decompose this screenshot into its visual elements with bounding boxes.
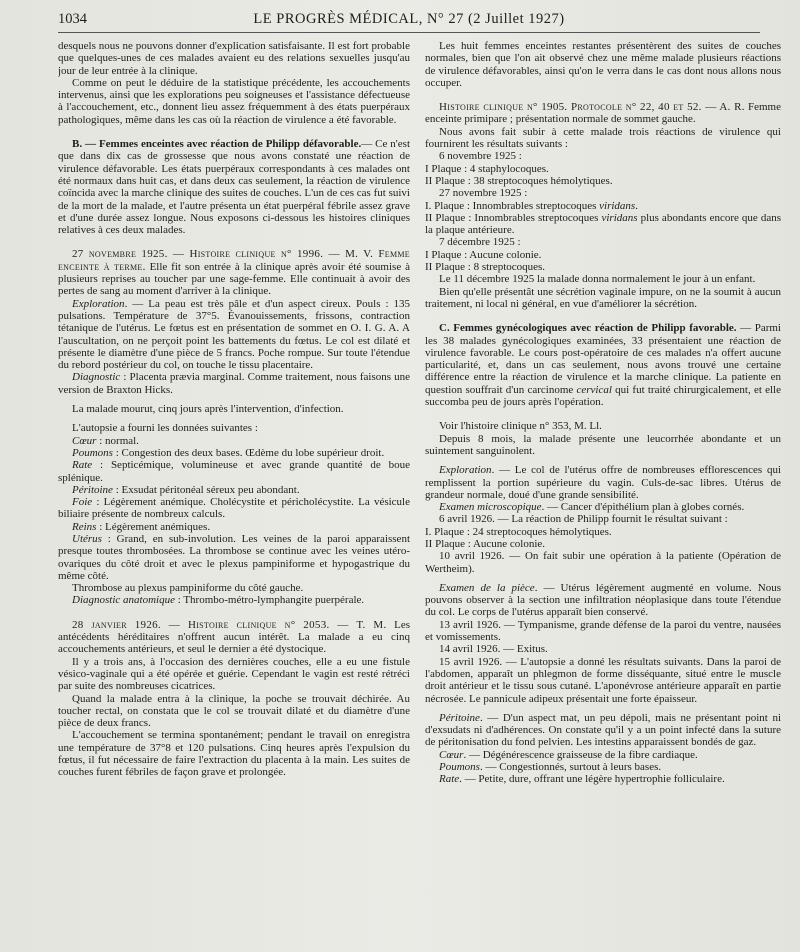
case-2053 [58,619,410,656]
autopsy-label: Péritoine [439,711,480,724]
autopsy-item [425,712,781,749]
paragraph: L'accouchement se termina spontanément; pendant le travail on enregistra une température de 37°8 et 120 pulsations. Cinq heures après l'expulsion du fœtus, il fut nécessaire de faire l'extraction du placenta à la main. Les suites de couches furent fébriles de façon grave et prolongée. [58,729,410,779]
case-text: Les antécédents héréditaires n'offrent aucun intérêt. La malade a eu cinq accouchements antérieurs, et seul le dernier a été dystocique. [58,618,410,656]
plate-line: II Plaque : 8 streptocoques. [425,261,546,274]
autopsy-item [425,761,781,773]
date-line: 27 novembre 1925 : [439,187,528,200]
section-c-title: C. Femmes gynécologiques avec réaction de Philipp favorable. [439,322,737,335]
paragraph: Les huit femmes enceintes restantes présentèrent des suites de couches normales, bien que l'on ait observé chez une même malade plusieurs réactions de virulence défavorables, ainsi qu'on le verra dans le cas dont nous allons nous occuper. [425,40,781,89]
autopsy-text: : normal. [96,434,139,447]
autopsy-label: Cœur [72,434,97,447]
date-line: 6 novembre 1925 : [439,150,522,163]
paragraph: La malade mourut, cinq jours après l'intervention, d'infection. [72,403,344,416]
section-b-title: B. — Femmes enceintes avec réaction de Philipp défavorable. [72,138,362,151]
examen-text: . — Cancer d'épithélium plan à globes cornés. [541,501,745,514]
autopsy-item [425,749,781,761]
paragraph: 6 avril 1926. — La réaction de Philipp fournit le résultat suivant : [439,513,728,526]
autopsy-label: Utérus [72,532,102,545]
case-text: Femme enceinte primipare ; présentation normale de sommet gauche. [425,101,781,126]
plate-line: I Plaque : Aucune colonie. [425,248,542,261]
autopsy-text: . — D'un aspect mat, un peu dépoli, mais ne présentant point ni d'exsudats ni d'adhérences. On constate qu'il y a un point infecté dans la suture de péritonisation du fond pelvien. Les intestins apparaissent bondés de gaz. [425,711,781,749]
autopsy-item [58,594,410,606]
exploration-text: . — La peau est très pâle et d'un aspect cireux. Pouls : 135 pulsations. Température de 37°5. Évanouissements, frissons, contraction tétanique de l'utérus. Le fœtus est en présentation de sommet en O. I. G. A. A l'auscultation, on ne perçoit point les battements du fœtus. Le col est dilaté et présente le diamètre d'une pièce de 5 francs. Poche rompue. Sur toute l'étendue du rebord postérieur du col, on touche le tissu placentaire. [58,297,410,372]
examen-label: Examen microscopique [439,501,542,514]
paragraph: Thrombose au plexus pampiniforme du côté gauche. [72,582,304,595]
exploration-text: . — Le col de l'utérus offre de nombreuses efflorescences qui remplissent la portion supérieure du vagin. Culs-de-sac libres. Utérus de grandeur normale, doué d'une grande sensibilité. [425,464,781,501]
case-1997 [58,248,410,297]
paragraph: 14 avril 1926. — Exitus. [439,643,548,656]
plate-line: II Plaque : 38 streptocoques hémolytiques. [425,174,613,187]
autopsy-label: Rate [72,459,93,472]
paragraph: Depuis 8 mois, la malade présente une leucorrhée abondante et un suintement sanguinolent. [425,432,781,457]
autopsy-item [58,459,410,484]
exploration-paragraph [425,464,781,501]
paragraph: Nous avons fait subir à cette malade trois réactions de virulence qui fournirent les résultats suivants : [425,125,781,151]
autopsy-text: : Légèrement anémiques. [96,520,211,533]
paragraph: 13 avril 1926. — Tympanisme, grande défense de la paroi du ventre, nausées et vomissements. [425,618,781,644]
autopsy-text: . — Petite, dure, offrant une légère hypertrophie folliculaire. [459,773,725,786]
autopsy-text: : Légèrement anémique. Cholécystite et péricholécystite. La vésicule biliaire présente de nombreux calculs. [58,496,410,521]
plate-text: II Plaque : Innombrables streptocoques [425,211,602,224]
autopsy-text: : Thrombo-métro-lymphangite puerpérale. [174,594,365,607]
date-line: 7 décembre 1925 : [439,236,521,249]
autopsy-text: : Grand, en sub-involution. Les veines de la paroi apparaissent presque toutes thrombosées. La thrombose se continue avec les veines utéro-ovariques du côté droit et avec le plexus pampiniforme et hypogastrique du même côté. [58,532,410,582]
paragraph: Le 11 décembre 1925 la malade donna normalement le jour à un enfant. [439,273,756,286]
case-text: Elle fit son entrée à la clinique après avoir été soumise à plusieurs reprises au toucher par une sage-femme. Elle continuait à avoir des pertes de sang au moment d'arriver à la clinique. [58,260,410,298]
examen-piece-label: Examen de la pièce [439,581,535,594]
autopsy-text: : Exsudat péritonéal séreux peu abondant. [112,483,300,496]
diagnostic-text: : Placenta prævia marginal. Comme traitement, nous faisons une version de Braxton Hicks. [58,371,410,396]
case-header: Histoire clinique n° 1905. Protocole n° 22, 40 et 52. — A. R. [439,101,745,114]
paragraph: Voir l'histoire clinique n° 353, M. Ll. [439,420,602,433]
paragraph: L'autopsie a fourni les données suivantes : [72,422,258,435]
diagnostic-label: Diagnostic [72,371,121,384]
examen-piece-text: . — Utérus légèrement augmenté en volume. Nous pouvons observer à la section une infiltration néoplasique dans toute l'étendue du col. Le corps de l'utérus apparaît bien conservé. [425,581,781,619]
autopsy-text: . — Congestionnés, surtout à leurs bases. [479,761,662,774]
page-header [58,8,760,33]
autopsy-item [58,484,410,496]
section-b-text: — Ce n'est que dans dix cas de grossesse que nous avons constaté une réaction de virulence défavorable. Les états puerpéraux correspondants à ces malades ont été normaux dans huit cas, et dans deux cas seulement, la réaction de virulence coïncida avec la marche clinique des suites de couches. L'un de ces cas fut suivi de la mort de la malade, et l'autre présenta un état puerpéral fébrile assez grave et d'une durée assez longue. Nous exposons ci-dessous les histoires cliniques relatives à ces deux malades. [58,138,410,237]
autopsy-item [58,496,410,521]
left-column [58,40,410,940]
exploration-paragraph [58,298,410,372]
autopsy-label: Poumons [439,761,480,774]
autopsy-label: Rate [439,773,460,786]
plate-text: plus abondants encore que dans la plaque antérieure. [425,211,781,237]
paragraph: Quand la malade entra à la clinique, la poche se trouvait déchirée. Au toucher rectal, on constata que le col se trouvait dilaté et du diamètre d'une pièce de deux francs. [58,692,410,730]
plate-italic: viridans [599,199,636,212]
autopsy-text: . — Dégénérescence graisseuse de la fibre cardiaque. [463,748,698,761]
plate-line [425,200,781,212]
examen-paragraph [425,501,781,513]
autopsy-label: Péritoine [72,483,113,496]
plate-line: I Plaque : 4 staphylocoques. [425,162,549,175]
autopsy-item [58,435,410,447]
section-c [425,322,781,408]
autopsy-label: Diagnostic anatomique [72,594,175,607]
paragraph: Il y a trois ans, à l'occasion des dernières couches, elle a eu une fistule vésico-vaginale qui a été opérée et guérie. Cependant le vagin est resté rétréci par suite des nombreuses cicatrices. [58,655,410,693]
plate-line: I. Plaque : 24 streptocoques hémolytiques. [425,525,612,538]
autopsy-text: : Congestion des deux bases. Œdème du lobe supérieur droit. [112,446,385,459]
plate-text: . [635,199,638,212]
section-b [58,138,410,236]
journal-title: LE PROGRÈS MÉDICAL, N° 27 (2 Juillet 1927) [253,11,565,27]
autopsy-label: Cœur [439,748,464,761]
diagnostic-paragraph [58,371,410,396]
plate-italic: viridans [601,211,638,224]
autopsy-item [58,533,410,582]
autopsy-item [58,447,410,459]
paragraph: desquels nous ne pouvons donner d'explication satisfaisante. Il est fort probable que quelques-unes de ces malades avaient eu des relations sexuelles jusqu'au jour de leur entrée à la clinique. [58,40,410,77]
paragraph: 10 avril 1926. — On fait subir une opération à la patiente (Opération de Wertheim). [425,550,781,575]
case-header: 28 janvier 1926. — Histoire clinique n° 2053. — T. M. [72,618,387,631]
section-c-text: qui fut traité chirurgicalement, et elle succomba peu de jours après l'opération. [425,383,781,409]
paragraph: 15 avril 1926. — L'autopsie a donné les résultats suivants. Dans la paroi de l'abdomen, apparaît un phlegmon de forme disséquante, situé entre le muscle droit antérieur et le tissu sous cutané. L'aponévrose antérieure apparaît en partie nécrosée. Le pannicule adipeux présentait une forte épaisseur. [425,655,781,705]
plate-line: II Plaque : Aucune colonie. [425,537,546,550]
autopsy-label: Poumons [72,446,113,459]
case-header: 27 novembre 1925. — Histoire clinique n° 1996. — M. V. Femme enceinte à terme. [58,248,410,273]
examen-piece-paragraph [425,582,781,619]
autopsy-text: : Septicémique, volumineuse et avec grande quantité de boue splénique. [58,459,410,484]
section-c-italic: cervical [576,383,612,396]
right-column [425,40,781,940]
exploration-label: Exploration [439,464,492,477]
plate-line [425,212,781,237]
plate-text: I. Plaque : Innombrables streptocoques [425,199,600,212]
autopsy-label: Foie [72,496,93,509]
case-1905 [425,101,781,126]
paragraph: Comme on peut le déduire de la statistique précédente, les accouchements intervenus, ainsi que les explorations peu soigneuses et l'assistance défectueuse à l'accouchement, etc., donnent lieu assez fréquemment à des états puerpéraux pathologiques, même dans les cas où la réaction de virulence a été favorable. [58,76,410,126]
autopsy-item [58,521,410,533]
section-c-text: — Parmi les 38 malades gynécologiques examinées, 33 présentaient une réaction de virulence favorable. Le cours post-opératoire de ces malades n'a offert aucune particularité, et, dans un cas seulement, nous avons trouvé une certaine différence entre la réaction de virulence et la marche clinique. La patiente en question souffrait d'un carcinome [425,322,781,396]
page-number: 1034 [58,11,87,27]
exploration-label: Exploration [72,297,125,310]
autopsy-item [425,773,781,785]
autopsy-label: Reins [72,520,97,533]
paragraph: Bien qu'elle présentât une sécrétion vaginale impure, on ne la soumit à aucun traitement, ni local ni général, en vue d'améliorer la sécrétion. [425,285,781,310]
